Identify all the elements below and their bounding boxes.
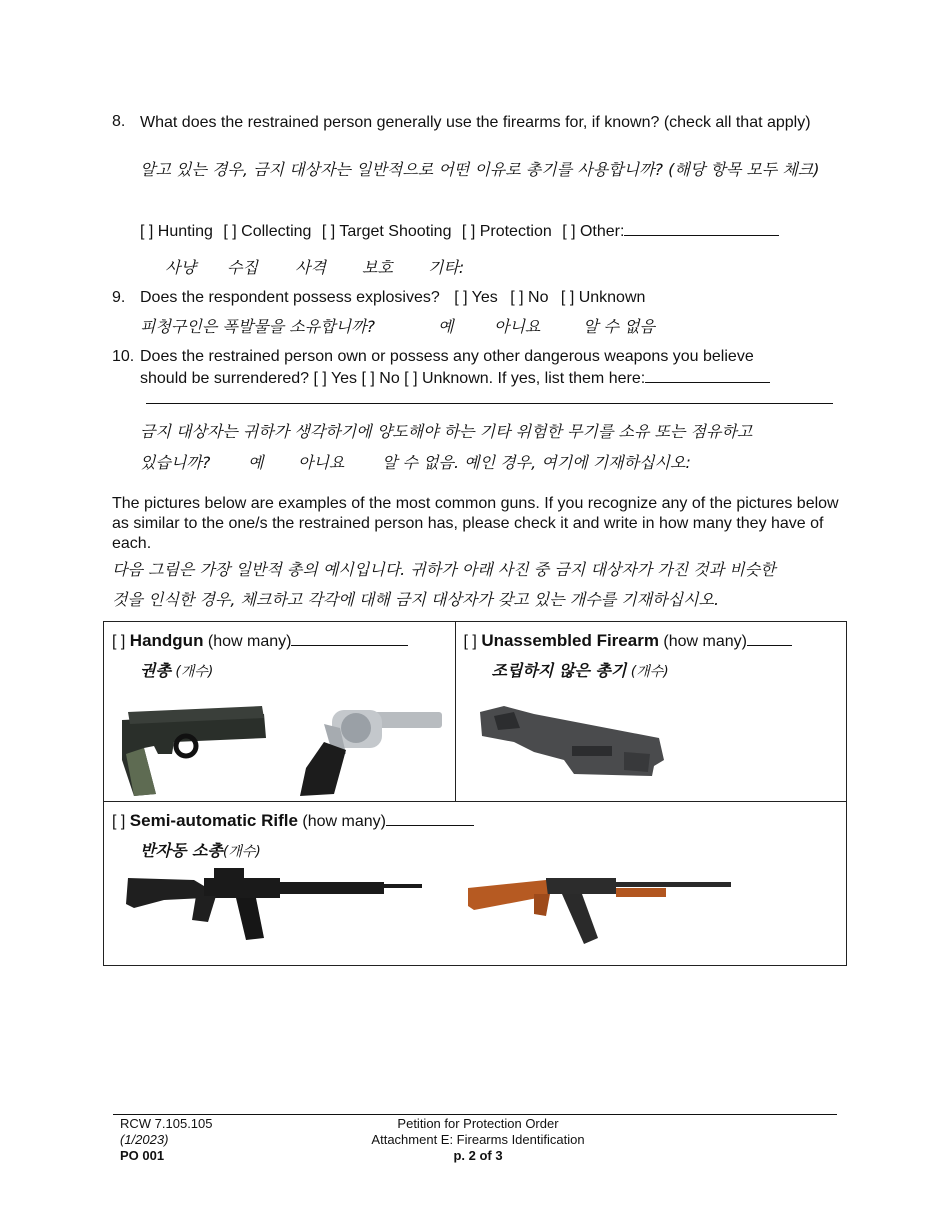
handgun-count-line[interactable] bbox=[291, 631, 408, 646]
unassembled-checkbox[interactable]: [ ] bbox=[463, 633, 477, 650]
q10-korean-line1: 금지 대상자는 귀하가 생각하기에 양도해야 하는 기타 위험한 무기를 소유 또는 점유하고 bbox=[140, 422, 753, 441]
q10-no-ko: 아니요 bbox=[298, 453, 345, 472]
collecting-ko: 수집 bbox=[227, 258, 258, 277]
q10-line2-text: should be surrendered? [ ] Yes [ ] No [ ] Unknown. If yes, list them here: bbox=[140, 370, 646, 387]
collecting-checkbox[interactable]: [ ] Collecting bbox=[223, 223, 312, 240]
q9-no-ko: 아니요 bbox=[494, 317, 541, 336]
q10-korean-line2 bbox=[140, 450, 691, 473]
hunting-ko: 사냥 bbox=[165, 258, 196, 277]
footer-page: p. 2 of 3 bbox=[453, 1148, 503, 1163]
unassembled-cell bbox=[455, 622, 846, 802]
footer-rcw: RCW 7.105.105 bbox=[120, 1116, 213, 1131]
pistol-image bbox=[114, 702, 269, 797]
q10-ko-question: 있습니까? bbox=[140, 453, 211, 472]
q9-number: 9. bbox=[112, 289, 126, 306]
rifle-count-line[interactable] bbox=[386, 811, 474, 826]
handgun-how-many: (how many) bbox=[207, 633, 292, 650]
protection-checkbox[interactable]: [ ] Protection bbox=[461, 223, 552, 240]
handgun-label: Handgun bbox=[129, 631, 204, 650]
q10-number: 10. bbox=[112, 348, 135, 365]
unassembled-how-many: (how many) bbox=[663, 633, 747, 650]
footer-form-number: PO 001 bbox=[120, 1148, 165, 1163]
q9-yes-ko: 예 bbox=[438, 317, 454, 336]
footer-center bbox=[353, 1116, 603, 1164]
q10-line2 bbox=[140, 368, 770, 388]
other-checkbox[interactable]: [ ] Other: bbox=[562, 223, 625, 240]
q8-text-korean: 알고 있는 경우, 금지 대상자는 일반적으로 어떤 이유로 총기를 사용합니까? (해당 항목 모두 체크) bbox=[140, 160, 820, 179]
rifle-label: Semi-automatic Rifle bbox=[129, 811, 298, 830]
q9-korean bbox=[140, 314, 655, 337]
q8-number: 8. bbox=[112, 113, 126, 130]
rifle-how-many: (how many) bbox=[302, 813, 386, 830]
rifle-korean bbox=[140, 838, 261, 861]
ak-rifle-image bbox=[466, 868, 736, 952]
handgun-cell bbox=[104, 622, 456, 802]
q10-yes-ko: 예 bbox=[248, 453, 264, 472]
q10-full-fill-line[interactable] bbox=[146, 403, 833, 404]
q9-text-ko: 피청구인은 폭발물을 소유합니까? bbox=[140, 317, 376, 336]
hunting-checkbox[interactable]: [ ] Hunting bbox=[140, 223, 213, 240]
handgun-korean bbox=[140, 658, 213, 681]
pictures-intro: The pictures below are examples of the most common guns. If you recognize any of the pictures below as similar to the one/s the restrained person has, please check it and write in how many they have of each. bbox=[112, 495, 839, 552]
q9-yes-checkbox[interactable]: [ ] Yes bbox=[454, 289, 498, 306]
q10-fill-line[interactable] bbox=[645, 368, 770, 383]
unassembled-label: Unassembled Firearm bbox=[481, 631, 659, 650]
page-footer bbox=[113, 1114, 837, 1163]
q8-options bbox=[140, 221, 785, 241]
footer-title: Petition for Protection Order bbox=[397, 1116, 559, 1131]
pictures-intro-ko-1: 다음 그림은 가장 일반적 총의 예시입니다. 귀하가 아래 사진 중 금지 대상자가 가진 것과 비슷한 bbox=[112, 560, 776, 579]
unassembled-title bbox=[464, 631, 792, 651]
q9-no-checkbox[interactable]: [ ] No bbox=[510, 289, 549, 306]
footer-subtitle: Attachment E: Firearms Identification bbox=[371, 1132, 585, 1147]
target-shooting-ko: 사격 bbox=[295, 258, 326, 277]
unassembled-ko-count: (개수) bbox=[630, 664, 669, 680]
q9-unknown-ko: 알 수 없음 bbox=[583, 317, 655, 336]
rifle-title bbox=[112, 811, 474, 831]
gun-table bbox=[103, 621, 847, 966]
q10-unknown-ko: 알 수 없음. 예인 경우, 여기에 기재하십시오: bbox=[382, 453, 691, 472]
q9-text: Does the respondent possess explosives? bbox=[140, 289, 440, 306]
q8-text: What does the restrained person generally use the firearms for, if known? (check all that apply) bbox=[140, 114, 811, 131]
handgun-title bbox=[112, 631, 408, 651]
rifle-cell bbox=[104, 802, 847, 966]
unassembled-count-line[interactable] bbox=[747, 631, 792, 646]
other-ko: 기타: bbox=[428, 258, 465, 277]
handgun-ko-label: 권총 bbox=[140, 661, 171, 680]
unassembled-korean bbox=[492, 658, 669, 681]
pictures-intro-ko-2: 것을 인식한 경우, 체크하고 각각에 대해 금지 대상자가 갖고 있는 개수를 기재하십시오. bbox=[112, 590, 720, 609]
q9-unknown-checkbox[interactable]: [ ] Unknown bbox=[560, 289, 646, 306]
unassembled-ko-label: 조립하지 않은 총기 bbox=[491, 661, 627, 680]
footer-left bbox=[120, 1116, 213, 1164]
rifle-ko-count: (개수) bbox=[222, 844, 261, 860]
footer-date: (1/2023) bbox=[120, 1132, 169, 1147]
rifle-checkbox[interactable]: [ ] bbox=[112, 813, 126, 830]
q9-line bbox=[140, 289, 645, 307]
handgun-ko-count: (개수) bbox=[175, 664, 214, 680]
rifle-ko-label: 반자동 소총 bbox=[140, 841, 223, 860]
ar-rifle-image bbox=[124, 864, 424, 944]
revolver-image bbox=[284, 702, 444, 800]
q10-line1: Does the restrained person own or possess any other dangerous weapons you believe bbox=[140, 348, 754, 365]
other-fill-line[interactable] bbox=[624, 221, 779, 236]
protection-ko: 보호 bbox=[362, 258, 393, 277]
lower-receiver-image bbox=[474, 702, 669, 784]
target-shooting-checkbox[interactable]: [ ] Target Shooting bbox=[321, 223, 452, 240]
handgun-checkbox[interactable]: [ ] bbox=[112, 633, 126, 650]
